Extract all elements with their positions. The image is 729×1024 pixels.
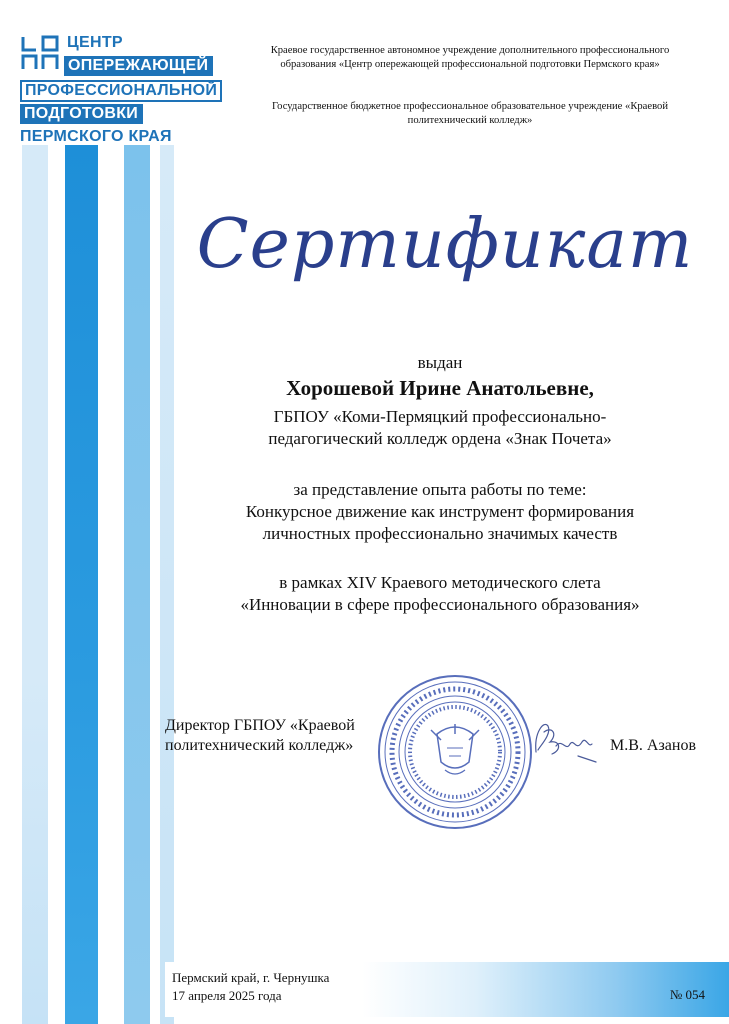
decor-stripe-2 — [65, 145, 98, 1024]
event-block — [160, 572, 720, 616]
header-org-2: Государственное бюджетное профессиональное образовательное учреждение «Краевой политехнический колледж» — [271, 101, 668, 126]
topic-block — [160, 479, 720, 545]
signature-icon — [530, 712, 605, 767]
issued-label: выдан — [417, 353, 463, 372]
organization-line-2: педагогический колледж ордена «Знак Почета» — [268, 429, 612, 448]
topic-line-1: Конкурсное движение как инструмент формирования — [245, 502, 635, 521]
logo-line-1: ЦЕНТР — [67, 34, 123, 51]
logo-line-5: ПЕРМСКОГО КРАЯ — [20, 128, 172, 145]
official-seal-icon — [375, 672, 535, 832]
footer-date: 17 апреля 2025 года — [172, 988, 282, 1003]
signatory-role — [165, 716, 355, 756]
logo-line-4: ПОДГОТОВКИ — [20, 104, 143, 124]
signatory-name: М.В. Азанов — [610, 737, 696, 754]
reason-line: за представление опыта работы по теме: — [293, 480, 587, 499]
decor-stripe-1 — [22, 145, 48, 1024]
recipient-organization — [160, 406, 720, 450]
decor-stripe-3 — [124, 145, 150, 1024]
header-org-1: Краевое государственное автономное учреждение дополнительного профессионального образования «Центр опережающей профессиональной подготовки Пермского края» — [270, 45, 670, 70]
topic-line-2: личностных профессионально значимых качеств — [262, 524, 618, 543]
footer-place-date — [172, 969, 329, 1005]
logo-line-3: ПРОФЕССИОНАЛЬНОЙ — [20, 80, 222, 102]
logo-line-2: ОПЕРЕЖАЮЩЕЙ — [64, 56, 213, 76]
event-line-1: в рамках XIV Краевого методического слета — [279, 573, 601, 592]
certificate-number: № 054 — [669, 987, 705, 1002]
signatory-role-line-1: Директор ГБПОУ «Краевой — [165, 717, 355, 734]
signatory-role-line-2: политехнический колледж» — [165, 737, 354, 754]
copp-logo-mark-icon — [20, 34, 60, 72]
organization-line-1: ГБПОУ «Коми-Пермяцкий профессионально- — [273, 407, 607, 426]
event-line-2: «Инновации в сфере профессионального образования» — [240, 595, 640, 614]
certificate-title: Сертификат — [196, 205, 694, 284]
footer-place: Пермский край, г. Чернушка — [172, 970, 330, 985]
recipient-name: Хорошевой Ирине Анатольевне, — [286, 376, 594, 400]
